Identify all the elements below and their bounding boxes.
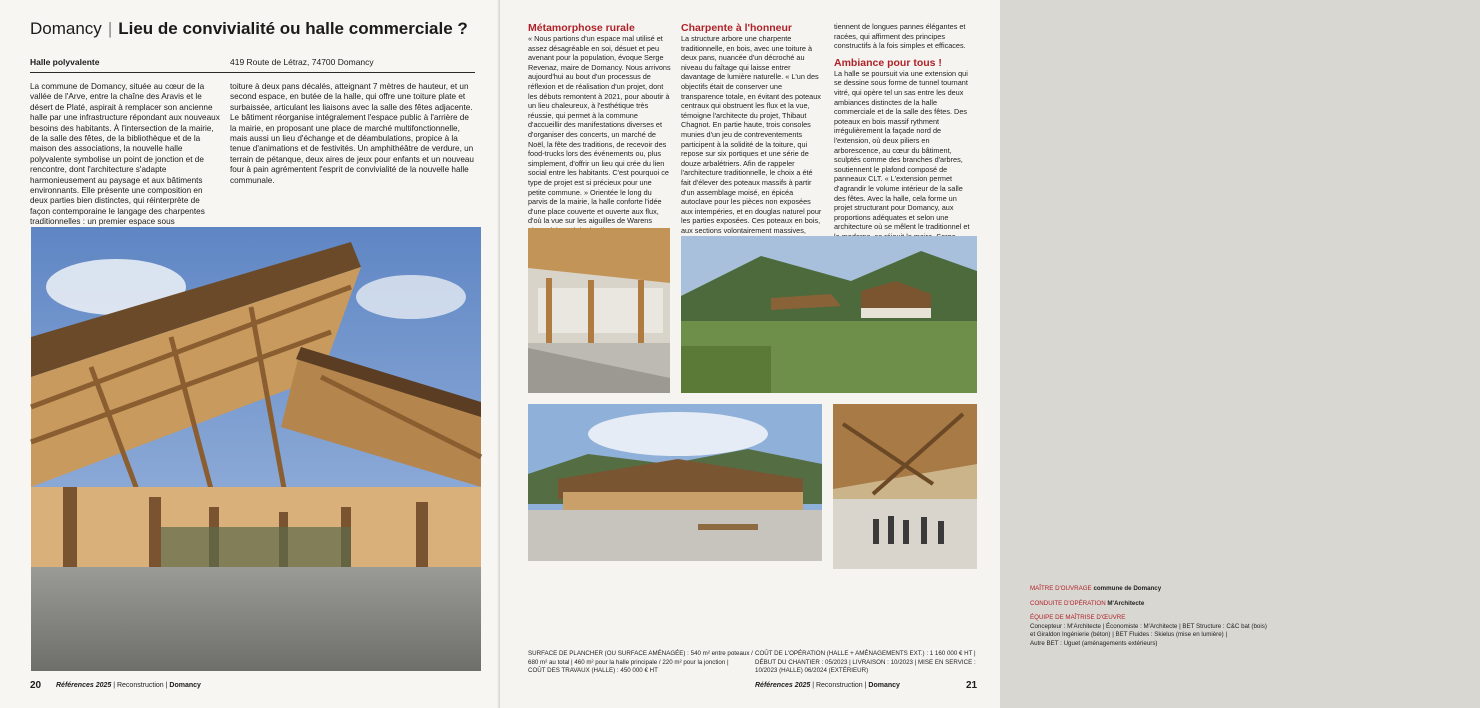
heading-charpente: Charpente à l'honneur [681,22,793,34]
heading-ambiance: Ambiance pour tous ! [834,56,942,69]
credit-surface-line-2: 680 m² au total | 460 m² pour la halle principale / 220 m² pour la jonction | [528,658,729,666]
hall-main-photo [31,227,481,671]
project-type: Halle polyvalente [30,57,100,67]
photo-exterior-playground [528,404,822,561]
project-credits [1030,585,1480,649]
text-column-1 [528,22,671,235]
timber-roof-illustration [31,227,481,671]
credit-surface [528,650,758,676]
paragraph-charpente-end: tiennent de longues pannes élégantes et racées, qui affirment des principes constructifs à la fois simples et efficaces. [834,22,966,51]
credit-surface-line-1: SURFACE DE PLANCHER (OU SURFACE AMÉNAGÉE) : 540 m² entre poteaux / [528,650,753,657]
paragraph-metamorphose: « Nous partions d'un espace mal utilisé et assez désagréable en soi, désuet et peu avenant pour la population, évoque Serge Revenaz, maire de Domancy. Nous arrivons aujourd'hui au bout d'un processus de réflexion et de réalisation d'un projet, dont les débuts remontent à 2021, pour aboutir à un lieu chaleureux, à l'esthétique très réussie, qui permet à la commune d'accueillir des manifestations diverses et d'organiser des concerts, un marché de Noël, la fête des traditions, de recevoir des food-trucks lors des événements ou, plus simplement, d'offrir un lieu qui crée du lien social entre les habitants. C'est pourquoi ce type de projet est si précieux pour une petite commune. » Orientée le long du parvis de la mairie, la halle conforte l'idée d'une place couverte et ouverte aux flux, d'où la vue sur les aiguilles de Warens [528,34,671,226]
footer-left: Références 2025 | Reconstruction | Domancy [56,682,201,689]
credit-cost [755,650,980,676]
footer-section-right: Reconstruction [815,682,863,689]
credit-team-line-3: Autre BET : Uguet (aménagements extérieurs) [1030,639,1158,647]
heading-metamorphose: Métamorphose rurale [528,22,635,34]
credit-cost-line-1: COÛT DE L'OPÉRATION (HALLE + AMÉNAGEMENTS EXT.) : 1 160 000 € HT | [755,650,976,657]
project-address: 419 Route de Létraz, 74700 Domancy [230,57,374,67]
playground-illustration [528,404,822,561]
credit-team-line-1: Concepteur : M'Architecte | Économiste : M'Architecte | BET Structure : C&C bat (bois) [1030,622,1267,630]
title-commune: Domancy [30,19,102,38]
footer-magazine: Références 2025 [56,682,112,689]
intro-column-2 [230,82,475,186]
footer-section: Reconstruction [116,682,164,689]
credit-cost-line-2: DÉBUT DU CHANTIER : 05/2023 | LIVRAISON : 10/2023 | MISE EN SERVICE : [755,658,976,666]
intro-text-1: La commune de Domancy, située au cœur de la vallée de l'Arve, entre la chaîne des Aravis et le désert de Platé, aspirait à remplacer son ancienne halle par une infrastructure répondant aux nouveaux besoins des habitants. À l'intersection de la mairie, de la salle des fêtes, de la bibliothèque et de la maison des associations, la nouvelle halle polyvalente symbolise un point de jonction et de rencontre, dont l'architecture s'adapte harmonieusement au paysage et aux bâtiments environnants. Elle présente une composition en deux parties bien distinctes, qui réinterprète de façon contemporaine le langage des charpentes traditionnelles : un premier espace sous [30,82,220,227]
credit-cost-line-3: 10/2023 (HALLE) 06/2024 (EXTÉRIEUR) [755,667,869,675]
footer-place-right: Domancy [868,682,900,689]
text-column-3 [834,22,976,270]
photo-interior-extension [528,228,670,393]
footer-place: Domancy [169,682,201,689]
event-illustration [833,404,977,569]
title-main: Lieu de convivialité ou halle commerciale ? [118,19,468,38]
footer-right: Références 2025 | Reconstruction | Domancy [755,682,900,689]
photo-aerial-view [681,236,977,393]
article-title [30,19,468,39]
right-page [500,0,1267,708]
title-separator: | [107,19,113,38]
footer-magazine-right: Références 2025 [755,682,811,689]
photo-event-crowd [833,404,977,569]
credit-team-label: ÉQUIPE DE MAÎTRISE D'ŒUVRE [1030,614,1126,622]
page-number-right: 21 [966,680,978,691]
left-page [0,0,500,708]
credit-owner: MAÎTRE D'OUVRAGE commune de Domancy [1030,585,1162,592]
intro-text-2: toiture à deux pans décalés, atteignant 7 mètres de hauteur, et un second espace, en butée de la halle, qui offre une toiture plate et surbaissée, articulant les liaisons avec la salle des fêtes adjacente. Le bâtiment réorganise intégralement l'espace public à l'arrière de la mairie, en proposant une place de marché multifonctionnelle, mais aussi un lieu d'échange et de déambulations, propice à la tenue d'animations et de festivités. Un amphithéâtre de verdure, un terrain de pétanque, deux aires de jeux pour enfants et un nouveau four à pain agrémentent l'esprit de convivialité de la nouvelle halle communale. [230,82,474,185]
paragraph-charpente: La structure arbore une charpente traditionnelle, en bois, avec une toiture à deux pans, nuancée d'un décroché au niveau du faîtage qui laisse entrer davantage de lumière naturelle. « L'un des objectifs était de conserver une transparence totale, en évitant des poteaux centraux qui obstruent les flux et la vue, témoigne l'architecte du projet, Thibaut Chagnot. En partie haute, trois consoles munies d'un jeu de contreventements participent à la solidité de la toiture, qui repose sur six portiques et une série de douze arbalétriers. Afin de rappeler l'architecture traditionnelle, le choix a été fait d'élever des poteaux massifs à partir d'un assemblage moisé, en épicéa autoclave pour les pièces non exposées aux intempéries, et en douglas naturel pour les parties exposées. Ces poteaux en bois, aux sections volontairement massives, [681,34,822,235]
page-number-left: 20 [30,680,42,691]
interior-illustration [528,228,670,393]
landscape-illustration [681,236,977,393]
credit-team-line-2: et Giraldon Ingénierie (béton) | BET Fluides : Skielus (mise en lumière) | [1030,631,1228,639]
text-column-2 [681,22,823,264]
paragraph-ambiance: La halle se poursuit via une extension qui se dessine sous forme de tunnel tournant vitré, qui opère tel un sas entre les deux ambiances distinctes de la halle commerciale et de la salle des fêtes. Des poteaux en bois massif rythment irrégulièrement la façade nord de l'extension, où deux piliers en arborescence, au cœur du bâtiment, sculptés comme des branches d'arbres, soutiennent le plafond composé de panneaux CLT. « L'extension permet d'agrandir le volume intérieur de la salle des fêtes. Avec la halle, cela forme un projet structurant pour Domancy, aux proportions adéquates et selon une architecture où se mêlent le traditionnel et [834,68,970,232]
credit-operation: CONDUITE D'OPÉRATION M'Architecte [1030,599,1145,607]
intro-column-1 [30,82,220,228]
credit-surface-line-3: COÛT DES TRAVAUX (HALLE) : 450 000 € HT [528,667,658,675]
header-rule [30,72,475,73]
